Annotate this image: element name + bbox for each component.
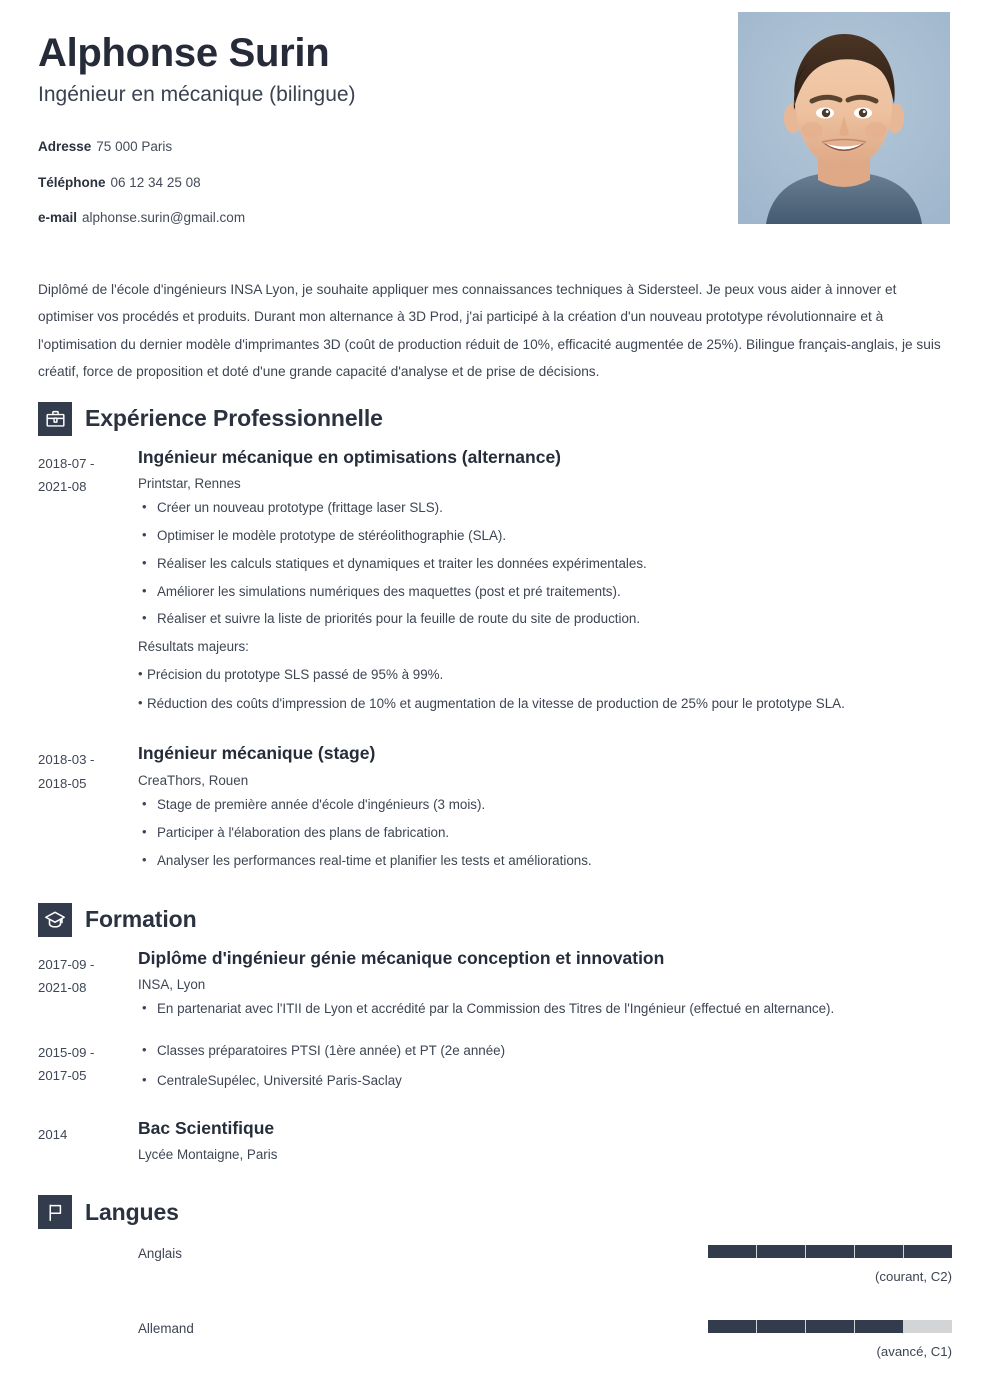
contact-email-value: alphonse.surin@gmail.com bbox=[82, 210, 246, 226]
language-item bbox=[138, 1245, 952, 1284]
date-start: 2018-07 - bbox=[38, 455, 95, 471]
page-title: Alphonse Surin bbox=[38, 31, 330, 75]
list-item: • Stage de première année d'école d'ingénieurs (3 mois). bbox=[138, 795, 952, 816]
section-header-formation bbox=[38, 903, 952, 937]
list-item: • Analyser les performances real-time et planifier les tests et améliorations. bbox=[138, 851, 952, 872]
date-start: 2015-09 - bbox=[38, 1045, 95, 1061]
section-header-langues bbox=[38, 1195, 952, 1229]
job-title: Ingénieur en mécanique (bilingue) bbox=[38, 83, 356, 106]
entry-dates bbox=[38, 742, 138, 878]
formation-entry bbox=[38, 1117, 952, 1170]
entry-body bbox=[138, 1041, 952, 1099]
bar-segment bbox=[806, 1320, 854, 1333]
formation-entry bbox=[38, 947, 952, 1028]
contact-address-value: 75 000 Paris bbox=[96, 139, 173, 155]
section-title-langues: Langues bbox=[85, 1198, 179, 1225]
date-end: 2018-05 bbox=[38, 775, 87, 791]
list-item: • Classes préparatoires PTSI (1ère année) et PT (2e année) bbox=[138, 1041, 952, 1062]
entry-bullets bbox=[138, 999, 952, 1020]
entry-subtitle: INSA, Lyon bbox=[138, 977, 206, 993]
entry-title: Bac Scientifique bbox=[138, 1117, 275, 1138]
experience-entry bbox=[38, 446, 952, 723]
entry-dates bbox=[38, 446, 138, 723]
contact-email-label: e-mail bbox=[38, 210, 78, 226]
bar-segment bbox=[757, 1245, 805, 1258]
entry-body bbox=[138, 1117, 952, 1170]
bar-segment bbox=[757, 1320, 805, 1333]
language-level-text: (avancé, C1) bbox=[876, 1344, 952, 1360]
resume-header bbox=[38, 0, 952, 250]
list-item: • Optimiser le modèle prototype de stéréolithographie (SLA). bbox=[138, 526, 952, 547]
bar-segment bbox=[708, 1320, 756, 1333]
date-start: 2017-09 - bbox=[38, 956, 95, 972]
list-item: • Réaliser et suivre la liste de priorités pour la feuille de route du site de production. bbox=[138, 609, 952, 630]
flag-icon bbox=[38, 1195, 72, 1229]
spacer bbox=[38, 726, 952, 742]
entry-body bbox=[138, 947, 952, 1028]
entry-bullets bbox=[138, 1041, 952, 1092]
contact-phone-label: Téléphone bbox=[38, 174, 106, 190]
date-end: 2021-08 bbox=[38, 979, 87, 995]
language-level-bar bbox=[708, 1245, 952, 1258]
entry-subtitle: Lycée Montaigne, Paris bbox=[138, 1147, 278, 1163]
professional-summary: Diplômé de l'école d'ingénieurs INSA Lyon, je souhaite appliquer mes connaissances techniques à Sidersteel. Je peux vous aider à innover et optimiser vos procédés et produits. Durant mon alternance à 3D Prod, j'ai participé à la création d'un nouveau prototype révolutionnaire et à l'optimisation du dernier modèle d'imprimantes 3D (coût de production réduit de 10%, efficacité augmentée de 25%). Bilingue français-anglais, je suis créatif, force de proposition et doté d'une grande capacité d'analyse et de prise de décisions. bbox=[38, 282, 941, 380]
date-start: 2018-03 - bbox=[38, 752, 95, 768]
entry-bullets bbox=[138, 795, 952, 871]
entry-dates bbox=[38, 947, 138, 1028]
entry-dates bbox=[38, 1117, 138, 1170]
spacer bbox=[38, 1031, 952, 1041]
entry-title: Diplôme d'ingénieur génie mécanique conception et innovation bbox=[138, 947, 665, 968]
date-end: 2021-08 bbox=[38, 478, 87, 494]
bar-segment bbox=[708, 1245, 756, 1258]
bar-segment bbox=[806, 1245, 854, 1258]
bar-segment bbox=[855, 1320, 903, 1333]
entry-subtitle: Printstar, Rennes bbox=[138, 476, 241, 492]
language-item bbox=[138, 1320, 952, 1359]
list-item: • Participer à l'élaboration des plans de fabrication. bbox=[138, 823, 952, 844]
bar-segment bbox=[904, 1320, 952, 1333]
list-item: • Améliorer les simulations numériques des maquettes (post et pré traitements). bbox=[138, 582, 952, 603]
list-item: • Précision du prototype SLS passé de 95% à 99%. bbox=[138, 665, 952, 686]
list-item: • Réaliser les calculs statiques et dynamiques et traiter les données expérimentales. bbox=[138, 554, 952, 575]
experience-entry bbox=[38, 742, 952, 878]
language-level-bar bbox=[708, 1320, 952, 1333]
entry-title: Ingénieur mécanique en optimisations (alternance) bbox=[138, 446, 562, 467]
contact-address-label: Adresse bbox=[38, 139, 92, 155]
spacer bbox=[138, 1290, 952, 1320]
date-end: 2017-05 bbox=[38, 1068, 87, 1084]
list-item: • Créer un nouveau prototype (frittage laser SLS). bbox=[138, 498, 952, 519]
list-item: • Réduction des coûts d'impression de 10% et augmentation de la vitesse de production de 25% pour le prototype SLA. bbox=[138, 694, 952, 715]
graduation-cap-icon bbox=[38, 903, 72, 937]
language-name: Anglais bbox=[138, 1246, 182, 1262]
section-header-experience bbox=[38, 402, 952, 436]
bar-segment bbox=[904, 1245, 952, 1258]
language-rating bbox=[708, 1320, 952, 1359]
entry-body bbox=[138, 446, 952, 723]
section-title-experience: Expérience Professionnelle bbox=[85, 405, 383, 432]
briefcase-icon bbox=[38, 402, 72, 436]
formation-entry bbox=[38, 1041, 952, 1099]
languages-list bbox=[138, 1239, 952, 1359]
language-name: Allemand bbox=[138, 1321, 194, 1337]
profile-photo bbox=[738, 12, 950, 224]
entry-body bbox=[138, 742, 952, 878]
spacer bbox=[38, 1103, 952, 1117]
entry-title: Ingénieur mécanique (stage) bbox=[138, 743, 376, 764]
section-title-formation: Formation bbox=[85, 906, 197, 933]
language-level-text: (courant, C2) bbox=[875, 1269, 952, 1285]
entry-results bbox=[138, 665, 952, 715]
results-label: Résultats majeurs: bbox=[138, 639, 249, 655]
date-start: 2014 bbox=[38, 1126, 68, 1142]
entry-subtitle: CreaThors, Rouen bbox=[138, 773, 249, 789]
list-item: • En partenariat avec l'ITII de Lyon et accrédité par la Commission des Titres de l'Ingénieur (effectué en alternance). bbox=[138, 999, 952, 1020]
entry-dates bbox=[38, 1041, 138, 1099]
entry-bullets bbox=[138, 498, 952, 630]
language-rating bbox=[708, 1245, 952, 1284]
contact-phone-value: 06 12 34 25 08 bbox=[110, 174, 201, 190]
list-item: • CentraleSupélec, Université Paris-Saclay bbox=[138, 1071, 952, 1092]
bar-segment bbox=[855, 1245, 903, 1258]
